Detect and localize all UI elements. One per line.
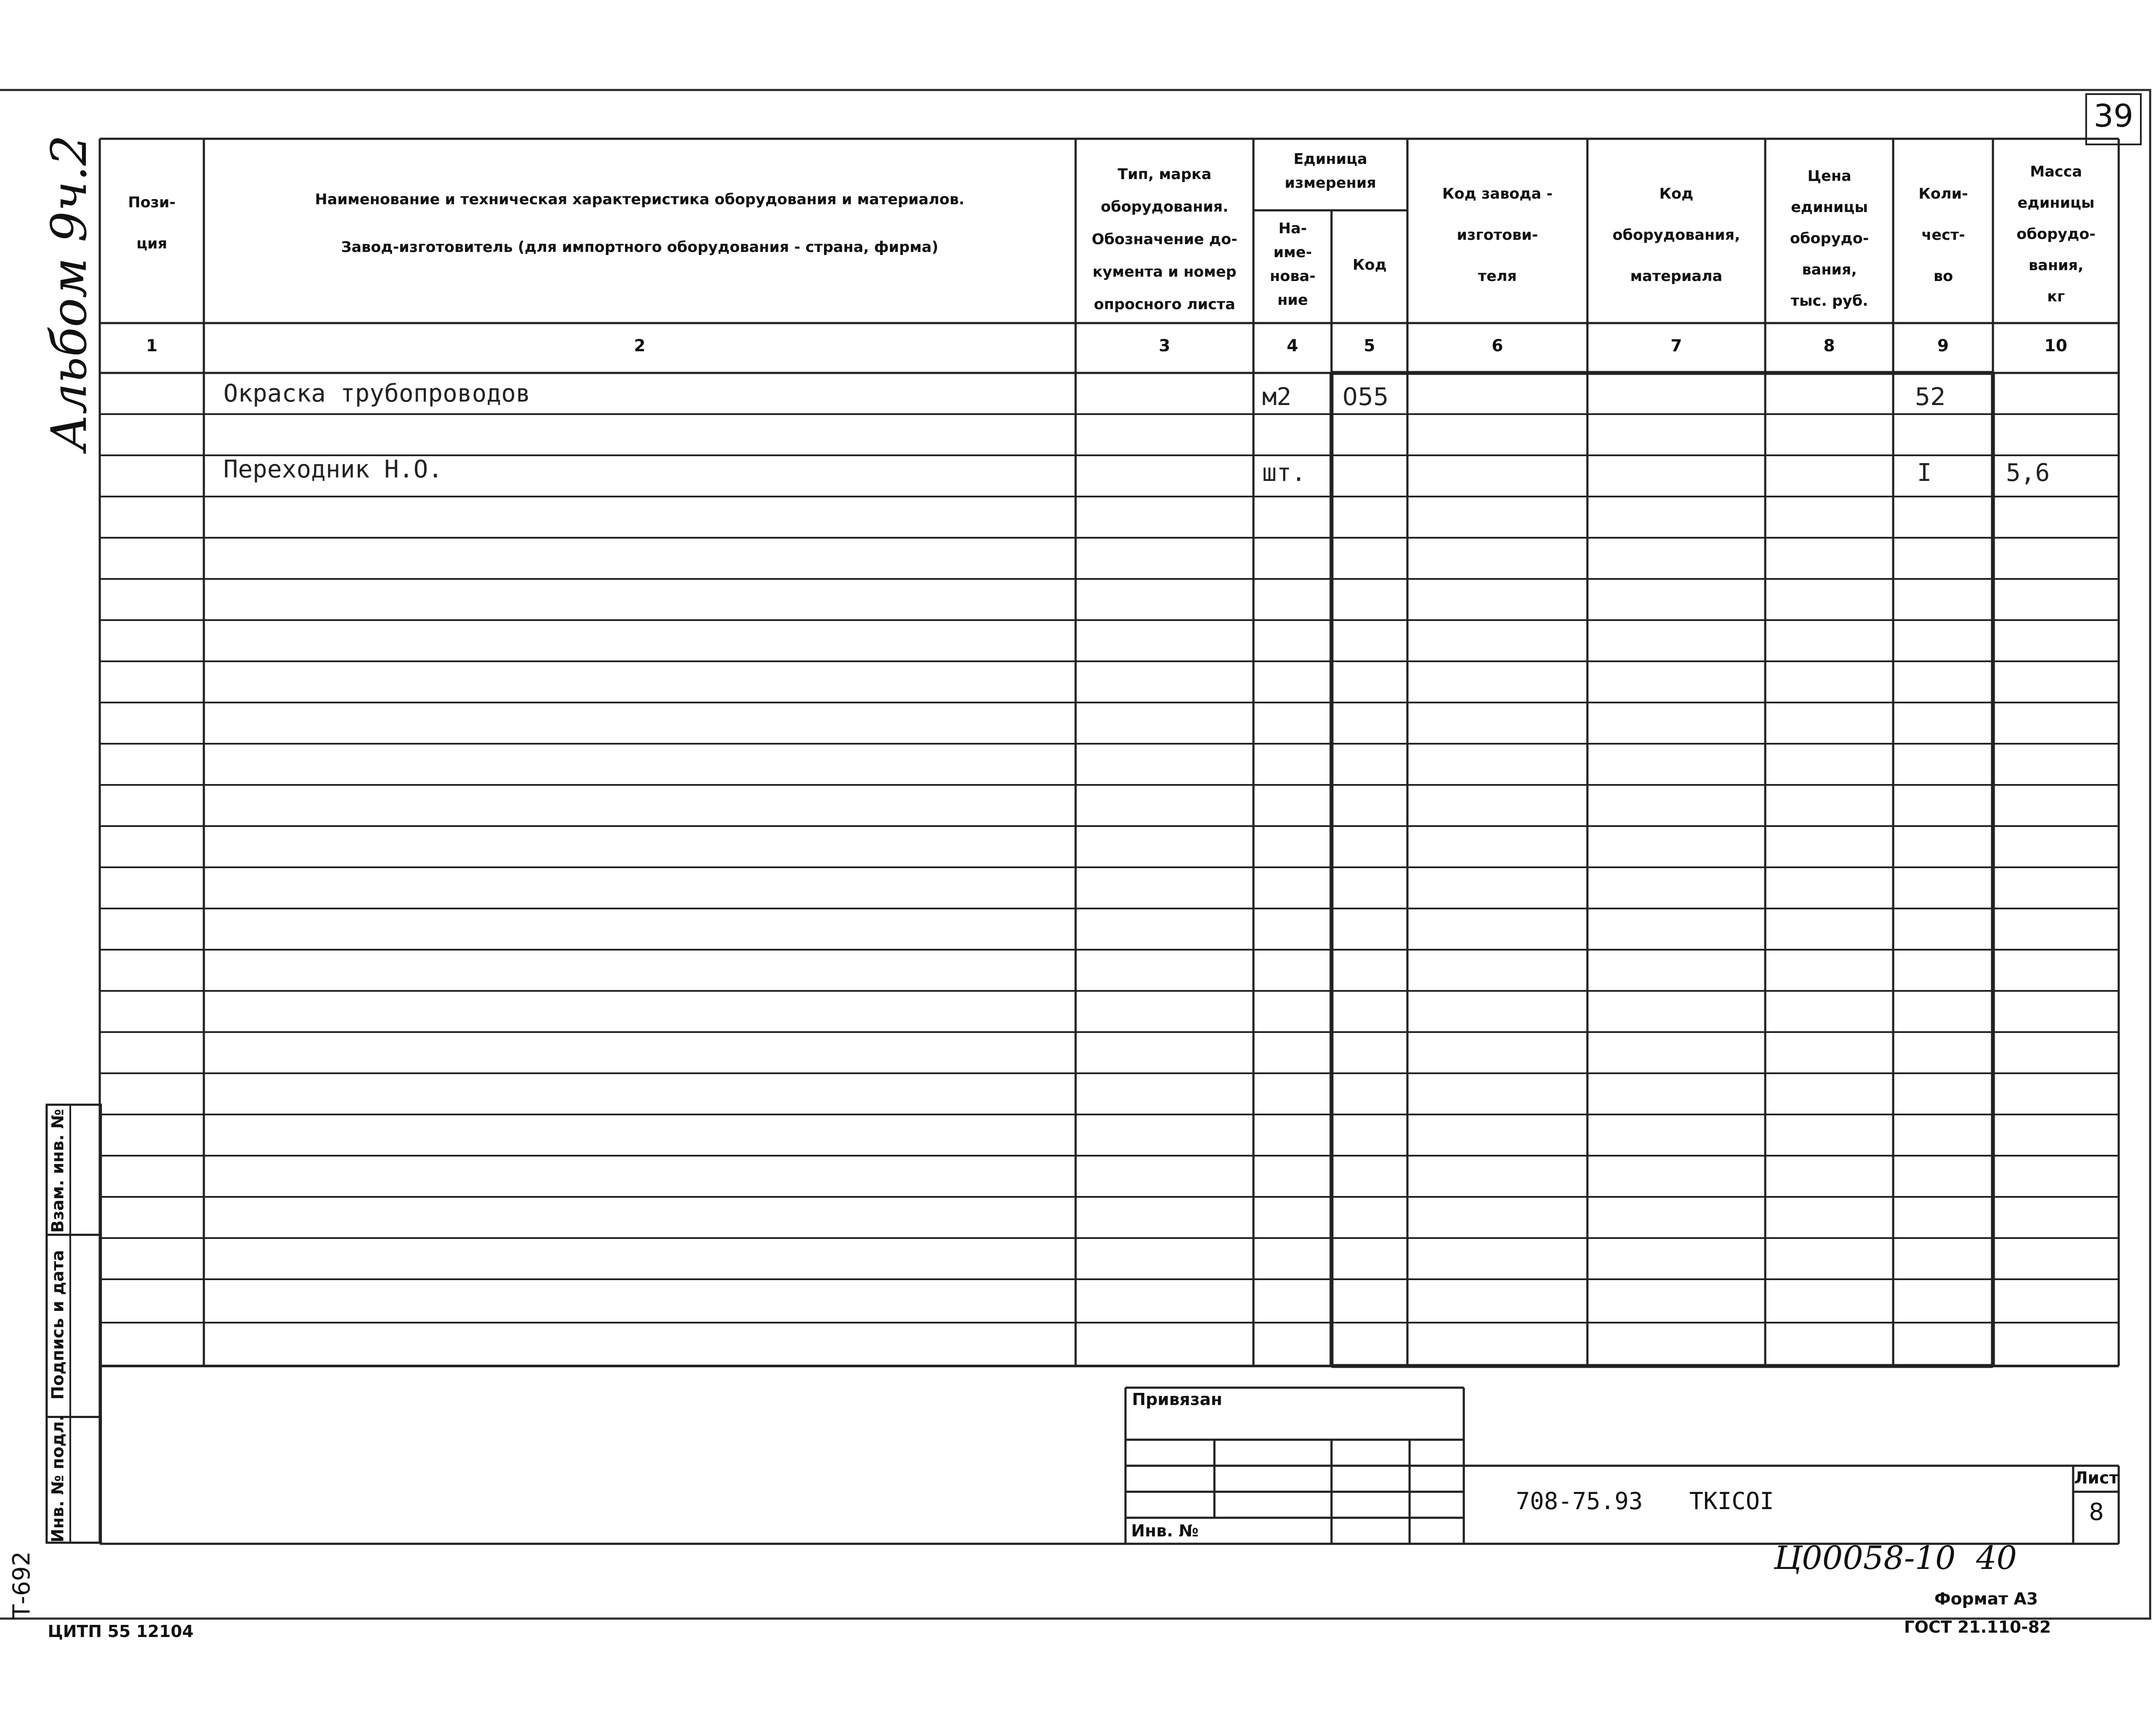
row-3-quantity: I [1917, 459, 1932, 487]
side-stamp-col1: Взам. инв. № [48, 1109, 67, 1233]
header-unit-code: Код [1352, 256, 1387, 274]
row-1-unit: м2 [1262, 383, 1292, 411]
document-mark: ТКIСОI [1689, 1487, 1774, 1515]
col-number-4: 4 [1286, 336, 1299, 355]
col-number-7: 7 [1670, 336, 1682, 355]
printer-label: ЦИТП 55 12104 [48, 1622, 194, 1641]
header-mass: Масса единицы оборудо- вания, кг [2016, 163, 2096, 305]
row-1-name: Окраска трубопроводов [223, 379, 531, 408]
sheet-label: Лист [2074, 1468, 2119, 1487]
col-number-1: 1 [146, 336, 158, 355]
col-number-9: 9 [1937, 336, 1949, 355]
album-label: Альбом 9ч.2 [41, 134, 98, 451]
side-code: Т-692 [8, 1551, 35, 1619]
col-number-8: 8 [1823, 336, 1835, 355]
row-1-quantity: 52 [1915, 383, 1946, 411]
format-label: Формат А3 [1934, 1589, 2038, 1608]
page-number: 39 [2094, 98, 2133, 134]
col-number-6: 6 [1492, 336, 1503, 355]
header-price: Цена единицы оборудо- вания, тыс. руб. [1790, 167, 1869, 310]
row-3-unit: шт. [1262, 459, 1306, 487]
header-equipment-code: Код оборудования, материала [1612, 185, 1741, 285]
side-stamp-col2: Подпись и дата [48, 1250, 67, 1400]
header-manufacturer-code: Код завода - изготови- теля [1442, 185, 1553, 285]
document-code: 708-75.93 [1516, 1487, 1643, 1515]
header-name: Наименование и техническая характеристика оборудования и материалов. Завод-изготовитель (для импортного оборудования - страна, фирма) [315, 191, 965, 256]
header-unit-name: На- име- нова- ние [1269, 220, 1316, 309]
header-quantity: Коли- чест- во [1918, 185, 1968, 285]
row-3-mass: 5,6 [2006, 459, 2050, 487]
sheet-number: 8 [2089, 1498, 2104, 1526]
col-number-2: 2 [634, 336, 646, 355]
privyazan-label: Привязан [1132, 1390, 1223, 1409]
gost-label: ГОСТ 21.110-82 [1904, 1618, 2051, 1637]
handwritten-code: Ц00058-10 40 [1774, 1539, 2017, 1577]
inventory-number-label: Инв. № [1131, 1521, 1199, 1540]
header-position: Пози- ция [128, 194, 176, 252]
header-unit: Единица измерения [1285, 150, 1376, 192]
col-number-5: 5 [1364, 336, 1375, 355]
side-stamp-col3: Инв. № подл. [48, 1415, 67, 1543]
col-number-3: 3 [1158, 336, 1171, 355]
header-type: Тип, марка оборудования. Обозначение до- кумента и номер опросного листа [1092, 166, 1237, 313]
row-3-name: Переходник Н.О. [223, 455, 443, 484]
col-number-10: 10 [2044, 336, 2068, 355]
row-1-code: 055 [1342, 383, 1389, 411]
